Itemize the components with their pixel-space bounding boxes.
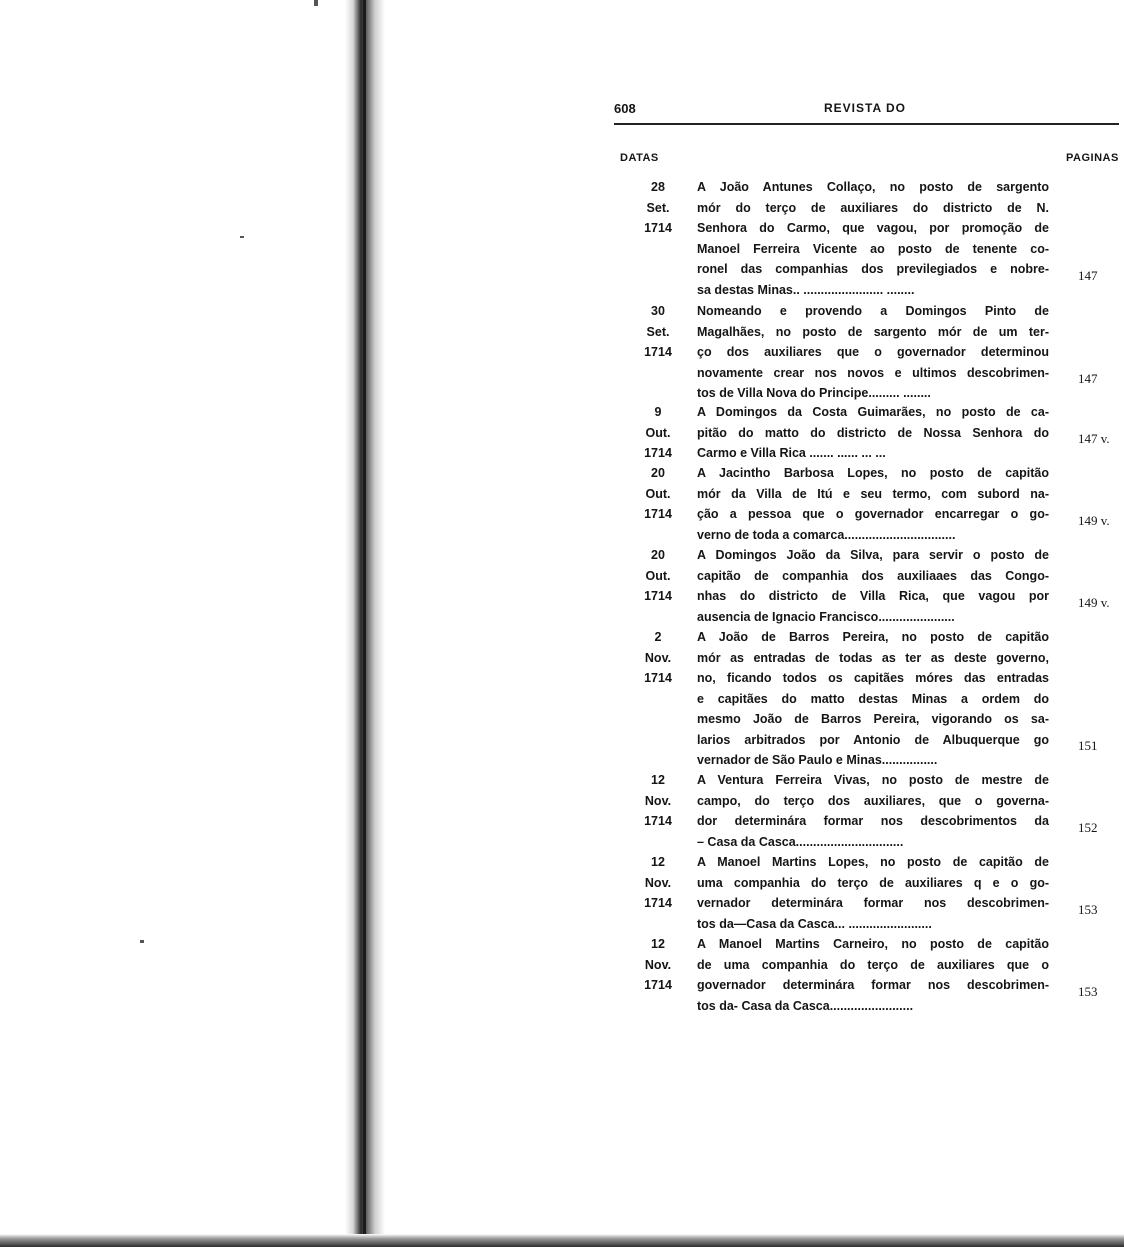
entry-date-part: 12 (651, 773, 665, 787)
entry-date-part: Nov. (644, 793, 672, 808)
entry-date (630, 177, 686, 239)
entry-description-line: A João de Barros Pereira, no posto de capitão (697, 630, 1049, 644)
entry-date-part: Set. (646, 324, 670, 339)
entry-description-line: A Manoel Martins Lopes, no posto de capitão de (697, 855, 1049, 869)
entry-date-part: 12 (651, 855, 665, 869)
entry-description-line: pitão do matto do districto de Nossa Senhora do (697, 425, 1049, 440)
entry-description-line: vernador determinára formar nos descobrimen- (697, 896, 1049, 910)
entry-date-part: 9 (654, 405, 662, 419)
entry-description-line: uma companhia do terço de auxiliares q e o go- (697, 875, 1049, 890)
entry-description-line: A Manoel Martins Carneiro, no posto de capitão (697, 937, 1049, 951)
entry-description-line: no, ficando todos os capitães móres das entradas (697, 671, 1049, 685)
entry-description-line: tos da- Casa da Casca........................ (697, 998, 914, 1013)
entry-description-line: A Jacintho Barbosa Lopes, no posto de capitão (697, 466, 1049, 480)
entry-date-part: 1714 (644, 345, 672, 359)
dates-column-heading: DATAS (620, 152, 659, 164)
entry-description-line: governador determinára formar nos descobrimen- (697, 978, 1049, 992)
entry-description-line: mór do terço de auxiliares do districto de N. (697, 200, 1049, 215)
document-page (600, 95, 1124, 1215)
entry-description (697, 301, 1049, 404)
scan-speck (240, 236, 244, 238)
entry-description-line: larios arbitrados por Antonio de Albuquerque go (697, 732, 1049, 747)
entry-date (630, 934, 686, 996)
entry-description-line: de uma companhia do terço de auxiliares que o (697, 957, 1049, 972)
entry-date (630, 770, 686, 832)
page-header (614, 101, 1119, 123)
entry-date (630, 463, 686, 525)
entry-description-line: Carmo e Villa Rica ....... ...... ... ... (697, 446, 886, 460)
entry-date-part: 20 (651, 466, 665, 480)
entry-date-part: Out. (645, 568, 671, 583)
entry-description (697, 934, 1049, 1016)
entry-date-part: 1714 (644, 814, 672, 828)
entry-description-line: tos de Villa Nova do Principe......... ........ (697, 386, 931, 400)
entry-description-line: verno de toda a comarca................................ (697, 527, 956, 542)
entry-description (697, 770, 1049, 852)
scan-speck (314, 0, 318, 6)
entry-description (697, 852, 1049, 934)
entry-date-part: 1714 (644, 589, 672, 603)
entry-page-reference: 147 (1078, 267, 1098, 283)
entry-date (630, 627, 686, 689)
entry-description-line: ção a pessoa que o governador encarregar o go- (697, 507, 1049, 521)
entry-date-part: 1714 (644, 507, 672, 521)
entry-page-reference: 153 (1078, 901, 1098, 917)
entry-description-line: A Ventura Ferreira Vivas, no posto de mestre de (697, 773, 1049, 787)
entry-description (697, 545, 1049, 627)
entry-description-line: – Casa da Casca............................... (697, 834, 904, 849)
entry-description-line: mór as entradas de todas as ter as deste governo, (697, 650, 1049, 665)
entry-date-part: 1714 (644, 671, 672, 685)
entry-date-part: 1714 (644, 896, 672, 910)
entry-description (697, 463, 1049, 545)
running-title: REVISTA DO (824, 101, 907, 115)
entry-description-line: A Domingos da Costa Guimarães, no posto de ca- (697, 405, 1049, 419)
scan-speck (140, 940, 144, 943)
entry-date-part: 2 (654, 630, 662, 644)
entry-description-line: tos da—Casa da Casca... ........................ (697, 916, 932, 931)
header-rule (614, 123, 1119, 125)
entry-page-reference: 151 (1078, 738, 1098, 753)
entry-description-line: A João Antunes Collaço, no posto de sargento (697, 180, 1049, 194)
entry-description-line: A Domingos João da Silva, para servir o posto de (697, 548, 1049, 562)
entry-date-part: Nov. (644, 957, 672, 972)
entry-page-reference: 149 v. (1078, 512, 1110, 528)
entry-description-line: e capitães do matto destas Minas a ordem do (697, 691, 1049, 706)
entry-date-part: Out. (645, 486, 671, 501)
page-bottom-edge (0, 1234, 1124, 1247)
entry-description (697, 627, 1049, 771)
entry-description-line: ço dos auxiliares que o governador determinou (697, 345, 1049, 359)
entry-description-line: capitão de companhia dos auxiliaaes das Congo- (697, 568, 1049, 583)
entry-description-line: Manoel Ferreira Vicente ao posto de tenente co- (697, 241, 1049, 256)
entry-description-line: ausencia de Ignacio Francisco...................... (697, 609, 955, 624)
entry-date-part: 12 (651, 937, 665, 951)
entry-page-reference: 153 (1078, 983, 1098, 999)
entry-description-line: ronel das companhias dos previlegiados e nobre- (697, 262, 1049, 276)
entry-date-part: Nov. (644, 875, 672, 890)
entry-page-reference: 152 (1078, 819, 1098, 835)
entry-date-part: 1714 (644, 221, 672, 235)
entry-date-part: 30 (651, 304, 665, 318)
entry-description-line: mesmo João de Barros Pereira, vigorando os sa- (697, 712, 1049, 726)
entry-description-line: dor determinára formar nos descobrimentos da (697, 814, 1049, 828)
entry-date-part: 20 (651, 548, 665, 562)
entry-description-line: mór da Villa de Itú e seu termo, com subord na- (697, 486, 1049, 501)
page-binding-edge (363, 0, 366, 1247)
entry-date-part: Out. (645, 425, 671, 440)
page-number: 608 (614, 101, 636, 116)
entry-date-part: 1714 (644, 446, 672, 460)
entry-date (630, 402, 686, 464)
entry-description-line: sa destas Minas.. ....................... ........ (697, 282, 915, 297)
entry-description-line: novamente crear nos novos e ultimos descobrimen- (697, 365, 1049, 380)
entry-description-line: Nomeando e provendo a Domingos Pinto de (697, 304, 1049, 318)
entry-date (630, 545, 686, 607)
entry-description (697, 402, 1049, 464)
entry-date-part: 28 (651, 180, 665, 194)
entry-description-line: Senhora do Carmo, que vagou, por promoção de (697, 221, 1049, 235)
entry-date (630, 852, 686, 914)
entry-description-line: nhas do districto de Villa Rica, que vagou por (697, 589, 1049, 603)
entry-description-line: vernador de São Paulo e Minas................ (697, 753, 938, 767)
entry-date-part: 1714 (644, 978, 672, 992)
entry-date (630, 301, 686, 363)
entry-description (697, 177, 1049, 300)
entry-date-part: Nov. (644, 650, 672, 665)
entry-page-reference: 149 v. (1078, 594, 1110, 610)
entry-description-line: campo, do terço dos auxiliares, que o governa- (697, 793, 1049, 808)
entry-description-line: Magalhães, no posto de sargento mór de um ter- (697, 324, 1049, 339)
entry-date-part: Set. (646, 200, 670, 215)
pages-column-heading: PAGINAS (1066, 152, 1119, 164)
entry-page-reference: 147 (1078, 371, 1098, 386)
entry-page-reference: 147 v. (1078, 431, 1110, 446)
